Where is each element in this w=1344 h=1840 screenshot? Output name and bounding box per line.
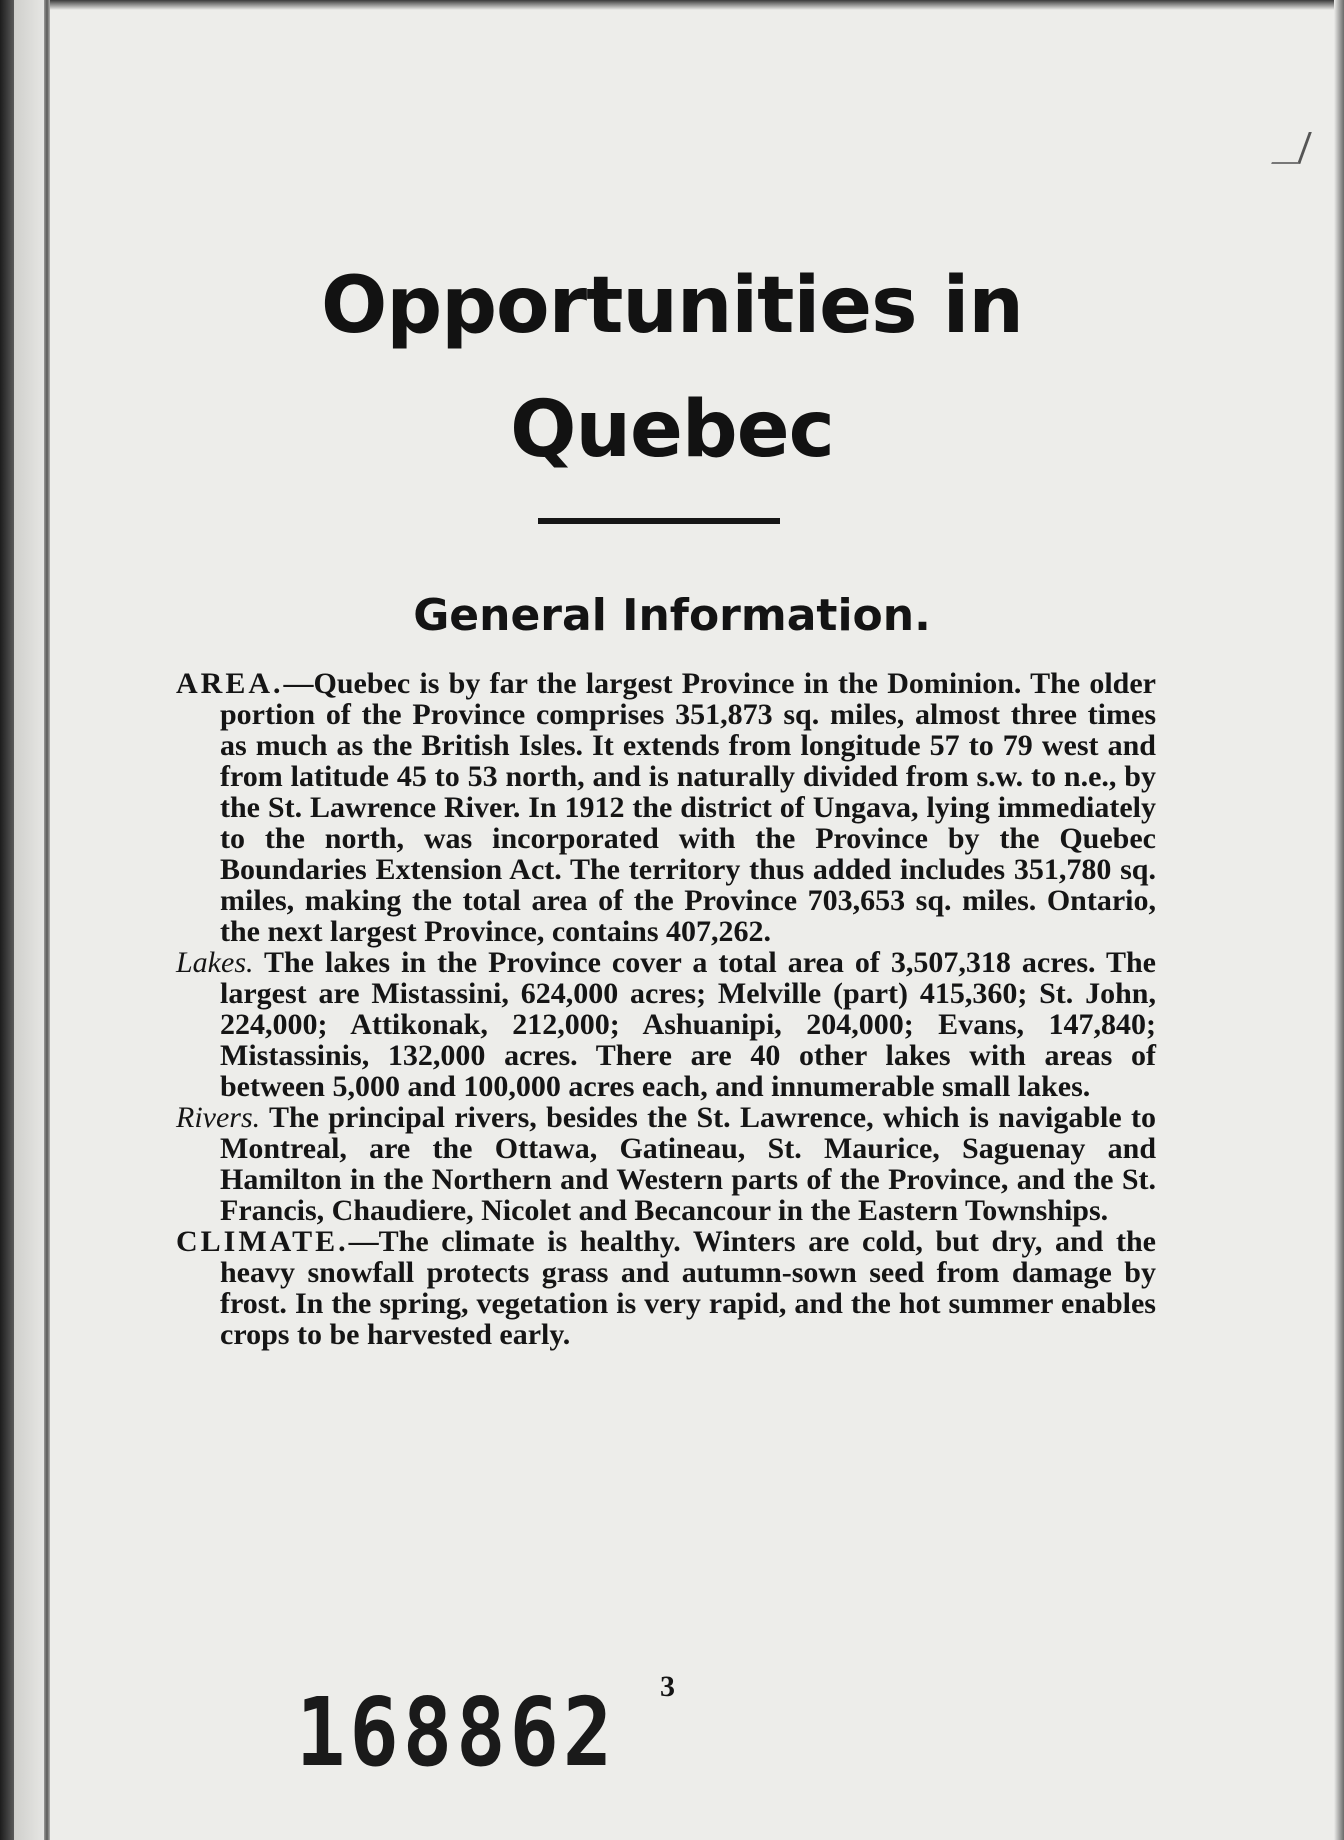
paragraph-text-climate: —The climate is healthy. Winters are cold, but dry, and the heavy snowfall protects grass and autumn-sown seed from damage by frost. In the spring, vegetation is very rapid, and the hot summer enables crops to be harvested early. <box>220 1225 1156 1351</box>
paragraph-area <box>176 668 1156 947</box>
title-divider <box>538 518 780 524</box>
title-line-1: Opportunities in <box>321 261 1023 351</box>
paragraph-climate <box>176 1226 1156 1350</box>
page-title <box>0 244 1344 492</box>
paragraph-text-lakes: The lakes in the Province cover a total area of 3,507,318 acres. The largest are Mistassini, 624,000 acres; Melville (part) 415,360; St. John, 224,000; Attikonak, 212,000; Ashuanipi, 204,000; Evans, 147,840; Mistassinis, 132,000 acres. There are 40 other lakes with areas of between 5,000 and 100,000 acres each, and innumerable small lakes. <box>220 946 1156 1103</box>
paragraph-label-climate: CLIMATE. <box>176 1225 349 1258</box>
paragraph-text-area: —Quebec is by far the largest Province in the Dominion. The older portion of the Province comprises 351,873 sq. miles, almost three times as much as the British Isles. It extends from longitude 57 to 79 west and from latitude 45 to 53 north, and is naturally divided from s.w. to n.e., by the St. Lawrence River. In 1912 the district of Ungava, lying immediately to the north, was incorporated with the Province by the Quebec Boundaries Extension Act. The territory thus added includes 351,780 sq. miles, making the total area of the Province 703,653 sq. miles. Ontario, the next largest Province, contains 407,262. <box>220 667 1156 948</box>
title-line-2: Quebec <box>510 385 834 475</box>
body-text <box>176 668 1156 1350</box>
paragraph-text-rivers: The principal rivers, besides the St. Lawrence, which is navigable to Montreal, are the Ottawa, Gatineau, St. Maurice, Saguenay and Hamilton in the Northern and Western parts of the Province, and the St. Francis, Chaudiere, Nicolet and Becancour in the Eastern Townships. <box>220 1101 1156 1227</box>
paragraph-lakes <box>176 947 1156 1102</box>
paragraph-label-rivers: Rivers. <box>176 1101 261 1134</box>
paragraph-label-area: AREA. <box>176 667 284 700</box>
accession-stamp: 168862 <box>296 1678 617 1788</box>
paragraph-label-lakes: Lakes. <box>176 946 254 979</box>
page-number: 3 <box>660 1670 675 1703</box>
top-scan-edge <box>50 0 1344 10</box>
pencil-check-mark <box>1271 132 1312 164</box>
paragraph-rivers <box>176 1102 1156 1226</box>
section-heading: General Information. <box>413 590 931 641</box>
